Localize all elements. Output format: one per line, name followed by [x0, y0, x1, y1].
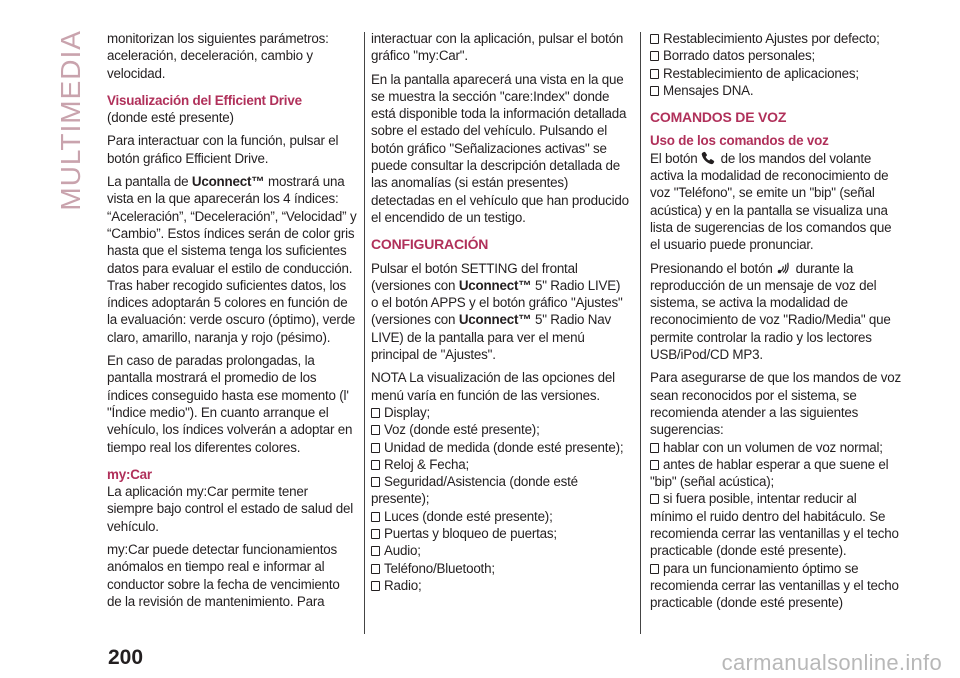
checkbox-square-icon — [371, 529, 380, 539]
heading-uso-comandos: Uso de los comandos de voz — [650, 133, 829, 149]
paragraph-note-versions: NOTA La visualización de las opciones del menú varía en función de las versiones. — [371, 370, 615, 403]
list-item: Luces (donde esté presente); — [371, 508, 629, 525]
paragraph-phone-button: El botón de los mandos del volante activa la modalidad de reconocimiento de voz "Teléfono", se emite un "bip" (señal acústica) y en la pantalla se visualiza una lista de sugerencias de los comandos que el usuario puede pronunciar. — [650, 150, 892, 253]
checkbox-square-icon — [371, 564, 380, 574]
checkbox-square-icon — [371, 581, 380, 591]
settings-menu-list-continued — [650, 30, 902, 99]
checkbox-square-icon — [650, 69, 659, 79]
checkbox-square-icon — [371, 460, 380, 470]
checkbox-square-icon — [371, 443, 380, 453]
voice-suggestions-list — [650, 439, 902, 612]
paragraph-drive-indices: La pantalla de Uconnect™ mostrará una vista en la que aparecerán los 4 índices: “Aceleración”, “Deceleración”, “Velocidad” y “Cambio”. Estos índices serán de color gris hasta que el sistema tenga los suficientes datos para evaluar el estilo de conducción. Tras haber recogido suficientes datos, los índices adoptarán 5 colores en función de la evaluación: verde oscuro (óptimo), verde claro, amarillo, naranja y rojo (pésimo). — [107, 174, 357, 345]
heading-mycar: my:Car — [107, 466, 152, 482]
list-item: Mensajes DNA. — [650, 82, 902, 99]
list-item: Puertas y bloqueo de puertas; — [371, 525, 629, 542]
list-item: Unidad de medida (donde esté presente); — [371, 439, 629, 456]
checkbox-square-icon — [371, 477, 380, 487]
paragraph-parameters: monitorizan los siguientes parámetros: aceleración, deceleración, cambio y velocidad. — [107, 31, 329, 81]
list-item: Display; — [371, 404, 629, 421]
page-number: 200 — [108, 646, 144, 669]
paragraph-drive-stops: En caso de paradas prolongadas, la pantalla mostrará el promedio de los índices conseguido hasta ese momento (l' "Índice medio"). En cuanto arranque el vehículo, los índices volverán a adoptar en tiempo real los diferentes colores. — [107, 353, 353, 455]
checkbox-square-icon — [371, 425, 380, 435]
paragraph-suggestions: Para asegurarse de que los mandos de voz sean reconocidos por el sistema, se recomienda atender a las siguientes sugerencias: — [650, 370, 902, 438]
heading-configuracion: CONFIGURACIÓN — [371, 236, 489, 253]
checkbox-square-icon — [650, 34, 659, 44]
checkbox-square-icon — [650, 564, 659, 574]
checkbox-square-icon — [650, 86, 659, 96]
checkbox-square-icon — [371, 546, 380, 556]
list-item: si fuera posible, intentar reducir al mínimo el ruido dentro del habitáculo. Se recomienda cerrar las ventanillas y el techo practicable (donde esté presente). — [650, 491, 899, 559]
list-item: Teléfono/Bluetooth; — [371, 560, 629, 577]
voice-command-icon — [776, 261, 790, 275]
list-item: Borrado datos personales; — [650, 47, 902, 64]
checkbox-square-icon — [371, 512, 380, 522]
column-3 — [650, 30, 902, 618]
paragraph-mycar-detect: my:Car puede detectar funcionamientos anómalos en tiempo real e informar al conductor sobre la fecha de vencimiento de la revisión de mantenimiento. Para — [107, 542, 340, 609]
heading-comandos-de-voz: COMANDOS DE VOZ — [650, 109, 787, 126]
list-item: Restablecimiento de aplicaciones; — [650, 65, 902, 82]
checkbox-square-icon — [650, 494, 659, 504]
list-item: Voz (donde esté presente); — [371, 421, 629, 438]
brand-uconnect: Uconnect™ — [458, 312, 532, 328]
list-item: Seguridad/Asistencia (donde esté presente); — [371, 474, 578, 507]
checkbox-square-icon — [650, 443, 659, 453]
checkbox-square-icon — [371, 408, 380, 418]
paragraph-mycar-intro: La aplicación my:Car permite tener siempre bajo control el estado de salud del vehículo. — [107, 484, 353, 534]
checkbox-square-icon — [650, 460, 659, 470]
list-item: Radio; — [371, 577, 629, 594]
checkbox-square-icon — [650, 51, 659, 61]
heading-efficient-drive: Visualización del Efficient Drive — [107, 92, 302, 108]
settings-menu-list — [371, 404, 629, 594]
paragraph-drive-note: (donde esté presente) — [107, 110, 234, 126]
watermark: carmanualsonline.info — [721, 650, 942, 675]
paragraph-care-index: En la pantalla aparecerá una vista en la que se muestra la sección "care:Index" donde está disponible toda la información detallada sobre el estado del vehículo. Pulsando el botón gráfico "Señalizaciones activas" se puede consultar la descripción detallada de las anomalías (si están presentes) detectadas en el vehículo que han producido el encendido de un testigo. — [371, 71, 629, 225]
list-item: Audio; — [371, 542, 629, 559]
paragraph-drive-interact: Para interactuar con la función, pulsar el botón gráfico Efficient Drive. — [107, 133, 339, 166]
column-divider-left — [364, 32, 365, 634]
list-item: Reloj & Fecha; — [371, 456, 629, 473]
section-label: MULTIMEDIA — [55, 30, 86, 211]
paragraph-mycar-interact: interactuar con la aplicación, pulsar el botón gráfico "my:Car". — [371, 31, 624, 64]
column-2 — [371, 30, 629, 600]
list-item: Restablecimiento Ajustes por defecto; — [650, 30, 902, 47]
paragraph-voice-button: Presionando el botón durante la reproducción de un mensaje de voz del sistema, se activa la modalidad de reconocimiento de voz "Radio/Media" que permite controlar la radio y los lectores USB/iPod/CD MP3. — [650, 260, 891, 363]
brand-uconnect: Uconnect™ — [458, 277, 532, 293]
brand-uconnect: Uconnect™ — [191, 174, 265, 190]
list-item: para un funcionamiento óptimo se recomienda cerrar las ventanillas y el techo practicable (donde esté presente) — [650, 560, 899, 611]
list-item: antes de hablar esperar a que suene el "bip" (señal acústica); — [650, 456, 889, 490]
phone-handset-icon — [701, 151, 715, 165]
list-item: hablar con un volumen de voz normal; — [650, 439, 902, 456]
paragraph-settings-button: Pulsar el botón SETTING del frontal (versiones con Uconnect™ 5" Radio LIVE) o el botón APPS y el botón gráfico "Ajustes" (versiones con Uconnect™ 5" Radio Nav LIVE) de la pantalla para ver el menú principal de "Ajustes". — [371, 260, 623, 363]
column-1 — [107, 30, 357, 610]
column-divider-right — [640, 32, 641, 634]
